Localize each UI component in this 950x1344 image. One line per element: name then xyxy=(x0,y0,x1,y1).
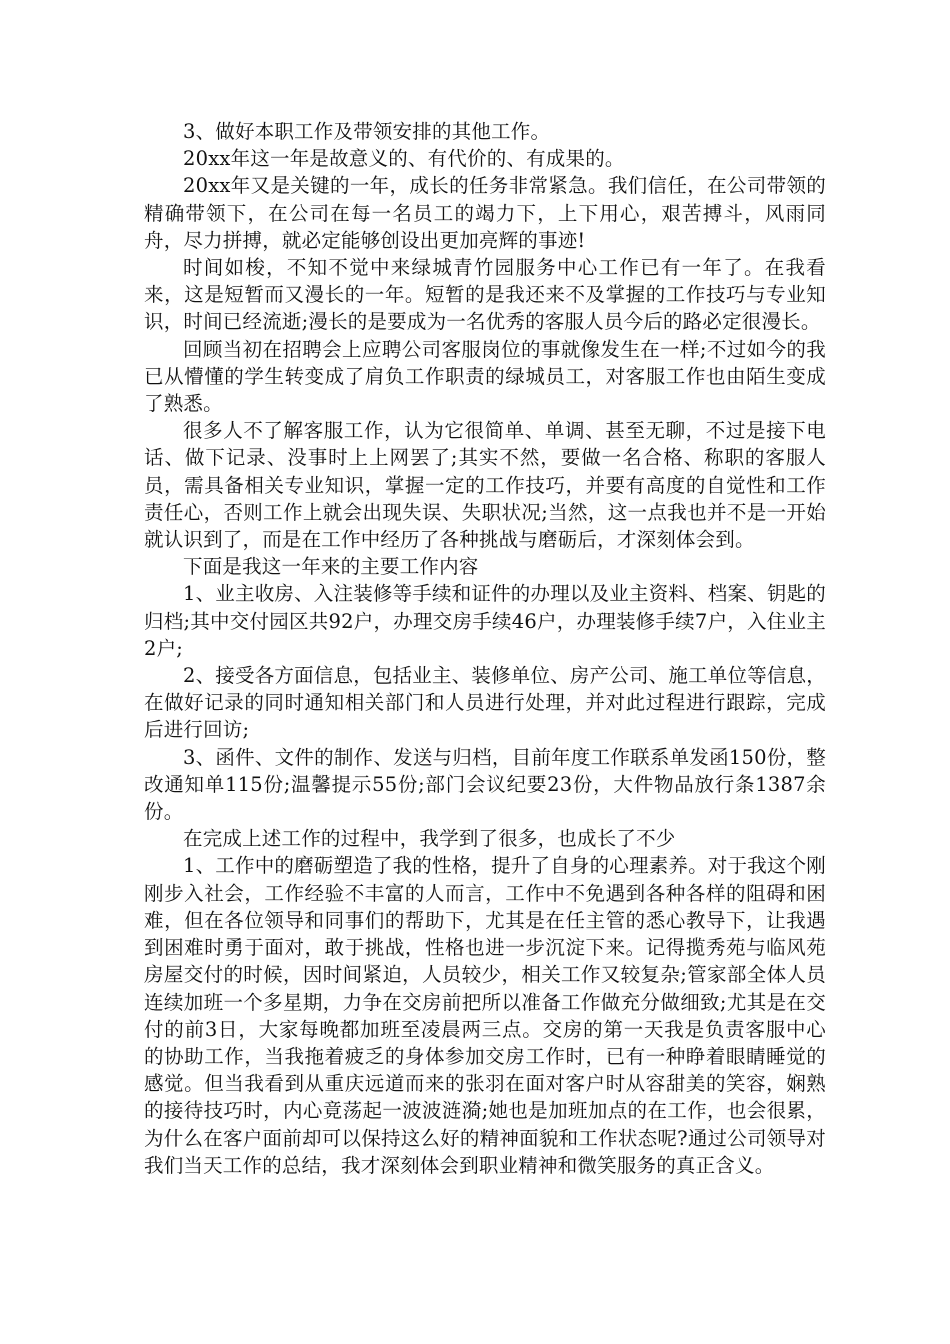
document-body xyxy=(144,118,826,1179)
list-item: 1、工作中的磨砺塑造了我的性格，提升了自身的心理素养。对于我这个刚刚步入社会，工作经验不丰富的人而言，工作中不免遇到各种各样的阻碍和困难，但在各位领导和同事们的帮助下，尤其是在任主管的悉心教导下，让我遇到困难时勇于面对，敢于挑战，性格也进一步沉淀下来。记得揽秀苑与临风苑房屋交付的时候，因时间紧迫，人员较少，相关工作又较复杂;管家部全体人员连续加班一个多星期，力争在交房前把所以准备工作做充分做细致;尤其是在交付的前3日，大家每晚都加班至凌晨两三点。交房的第一天我是负责客服中心的协助工作，当我拖着疲乏的身体参加交房工作时，已有一种睁着眼睛睡觉的感觉。但当我看到从重庆远道而来的张羽在面对客户时从容甜美的笑容，娴熟的接待技巧时，内心竟荡起一波波涟漪;她也是加班加点的在工作，也会很累，为什么在客户面前却可以保持这么好的精神面貌和工作状态呢?通过公司领导对我们当天工作的总结，我才深刻体会到职业精神和微笑服务的真正含义。 xyxy=(144,854,827,1177)
list-item: 2、接受各方面信息，包括业主、装修单位、房产公司、施工单位等信息，在做好记录的同时通知相关部门和人员进行处理，并对此过程进行跟踪，完成后进行回访; xyxy=(144,664,827,742)
section-heading: 在完成上述工作的过程中，我学到了很多，也成长了不少 xyxy=(183,827,676,851)
paragraph: 回顾当初在招聘会上应聘公司客服岗位的事就像发生在一样;不过如今的我已从懵懂的学生转变成了肩负工作职责的绿城员工，对客服工作也由陌生变成了熟悉。 xyxy=(144,337,826,416)
paragraph: 时间如梭，不知不觉中来绿城青竹园服务中心工作已有一年了。在我看来，这是短暂而又漫长的一年。短暂的是我还来不及掌握的工作技巧与专业知识，时间已经流逝;漫长的是要成为一名优秀的客服人员今后的路必定很漫长。 xyxy=(144,256,826,334)
list-item: 1、业主收房、入注装修等手续和证件的办理以及业主资料、档案、钥匙的归档;其中交付园区共92户，办理交房手续46户，办理装修手续7户，入住业主2户; xyxy=(144,582,827,660)
paragraph: 20xx年这一年是故意义的、有代价的、有成果的。 xyxy=(183,147,625,171)
paragraph: 20xx年又是关键的一年，成长的任务非常紧急。我们信任，在公司带领的精确带领下，在公司在每一名员工的竭力下，上下用心，艰苦搏斗，风雨同舟，尽力拼搏，就必定能够创设出更加亮辉的事迹! xyxy=(144,174,826,252)
paragraph: 很多人不了解客服工作，认为它很简单、单调、甚至无聊，不过是接下电话、做下记录、没事时上上网罢了;其实不然，要做一名合格、称职的客服人员，需具备相关专业知识，掌握一定的工作技巧，并要有高度的自觉性和工作责任心，否则工作上就会出现失误、失职状况;当然，这一点我也并不是一开始就认识到了，而是在工作中经历了各种挑战与磨砺后，才深刻体会到。 xyxy=(144,419,826,552)
list-item: 3、函件、文件的制作、发送与归档，目前年度工作联系单发函150份，整改通知单115份;温馨提示55份;部门会议纪要23份，大件物品放行条1387余份。 xyxy=(144,745,826,824)
paragraph: 3、做好本职工作及带领安排的其他工作。 xyxy=(183,120,551,143)
section-heading: 下面是我这一年来的主要工作内容 xyxy=(183,555,479,579)
